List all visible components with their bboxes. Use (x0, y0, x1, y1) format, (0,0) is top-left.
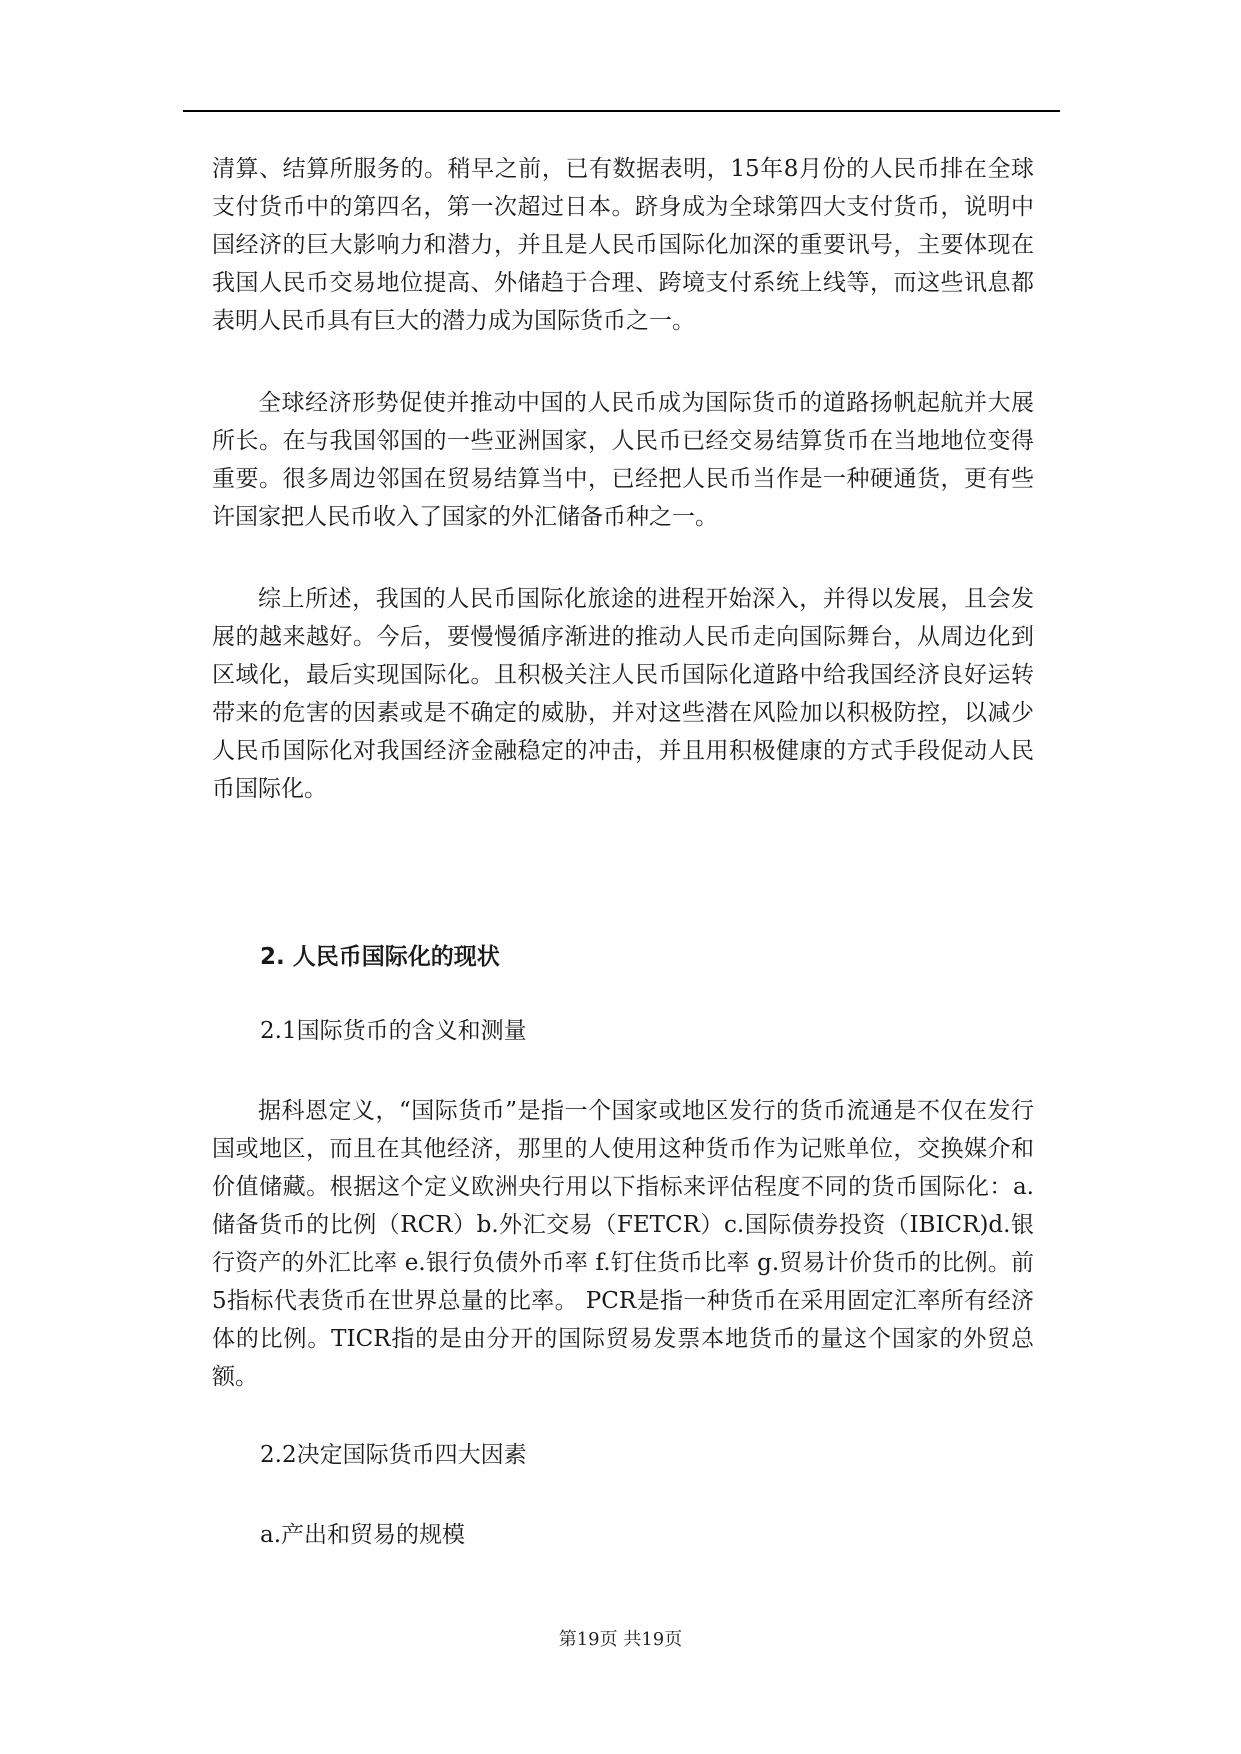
document-body (212, 150, 1034, 1554)
subheading-2-2: 2.2决定国际货币四大因素 (260, 1442, 527, 1468)
paragraph-international-currency-definition: 据科恩定义，“国际货币”是指一个国家或地区发行的货币流通是不仅在发行国或地区，而且在其他经济，那里的人使用这种货币作为记账单位，交换媒介和价值储藏。根据这个定义欧洲央行用以下指标来评估程度不同的货币国际化：a.储备货币的比例（RCR）b.外汇交易（FETCR）c.国际债券投资（IBICR)d.银行资产的外汇比率 e.银行负债外币率 f.钉住货币比率 g.贸易计价货币的比例。前5指标代表货币在世界总量的比率。 PCR是指一种货币在采用固定汇率所有经济体的比例。TICR指的是由分开的国际贸易发票本地货币的量这个国家的外贸总额。 (212, 1098, 1034, 1390)
header-rule (183, 110, 1060, 112)
paragraph-global-economy: 全球经济形势促使并推动中国的人民币成为国际货币的道路扬帆起航并大展所长。在与我国邻国的一些亚洲国家，人民币已经交易结算货币在当地地位变得重要。很多周边邻国在贸易结算当中，已经把人民币当作是一种硬通货，更有些许国家把人民币收入了国家的外汇储备币种之一。 (212, 390, 1034, 530)
list-item-a: a.产出和贸易的规模 (260, 1522, 466, 1548)
subheading-2-1: 2.1国际货币的含义和测量 (260, 1018, 527, 1044)
paragraph-summary: 综上所述，我国的人民币国际化旅途的进程开始深入，并得以发展，且会发展的越来越好。今后，要慢慢循序渐进的推动人民币走向国际舞台，从周边化到区域化，最后实现国际化。且积极关注人民币国际化道路中给我国经济良好运转带来的危害的因素或是不确定的威胁，并对这些潜在风险加以积极防控，以减少人民币国际化对我国经济金融稳定的冲击，并且用积极健康的方式手段促动人民币国际化。 (212, 586, 1034, 802)
page-footer: 第19页 共19页 (558, 1629, 683, 1650)
section-heading-2: 2. 人民币国际化的现状 (260, 944, 500, 970)
paragraph-rmb-payment-ranking: 清算、结算所服务的。稍早之前，已有数据表明，15年8月份的人民币排在全球支付货币中的第四名，第一次超过日本。跻身成为全球第四大支付货币，说明中国经济的巨大影响力和潜力，并且是人民币国际化加深的重要讯号，主要体现在我国人民币交易地位提高、外储趋于合理、跨境支付系统上线等，而这些讯息都表明人民币具有巨大的潜力成为国际货币之一。 (212, 156, 1034, 334)
